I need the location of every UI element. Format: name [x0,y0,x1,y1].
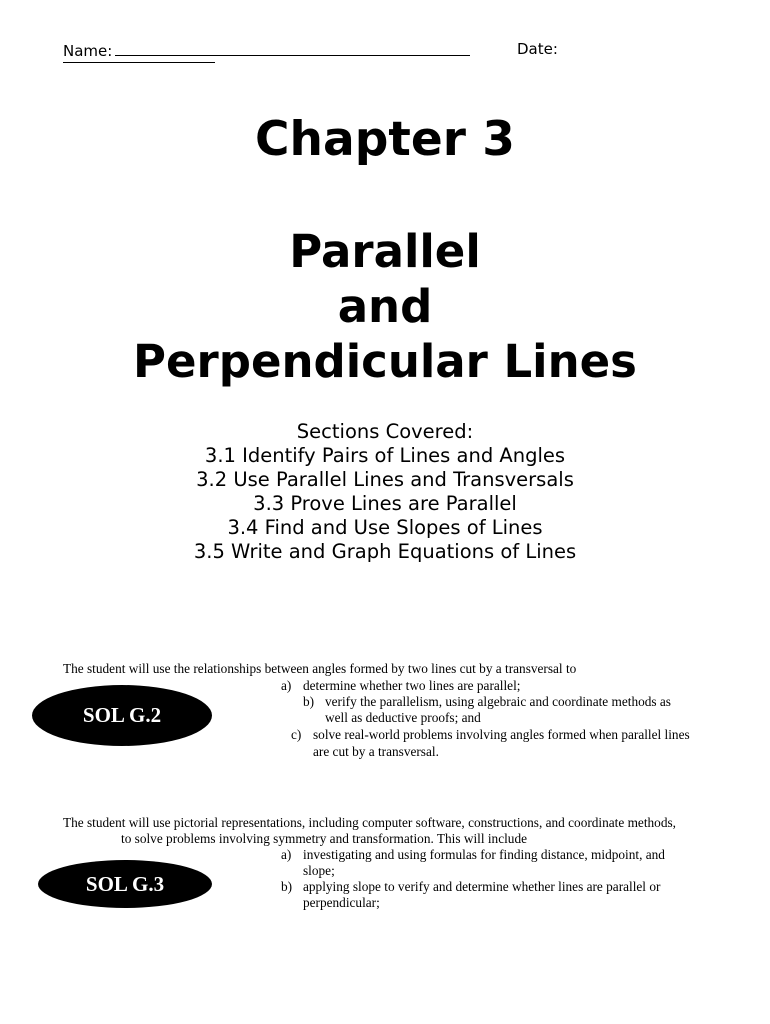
sol-g3-item-a [281,847,665,864]
chapter-title: Chapter 3 [255,112,515,167]
sol-g2-item-b-cont: well as deductive proofs; and [325,710,481,725]
item-text: applying slope to verify and determine whether lines are parallel or [303,879,661,894]
date-label: Date: [517,40,558,58]
item-text: verify the parallelism, using algebraic and coordinate methods as [325,694,671,709]
sol-g3-badge: SOL G.3 [38,860,212,908]
sol-g2-item-b [303,694,671,711]
item-text: determine whether two lines are parallel; [303,678,521,693]
sol-g2-badge: SOL G.2 [32,685,212,746]
sections-heading: Sections Covered: [296,420,474,443]
sol-g3-item-b [281,879,660,896]
item-label: a) [281,847,292,862]
sol-g2-item-c-cont: are cut by a transversal. [313,744,439,759]
section-item: 3.2 Use Parallel Lines and Transversals [196,468,574,491]
item-label: b) [281,879,293,894]
sol-g3-item-a-cont: slope; [303,863,335,878]
item-label: c) [291,727,302,742]
name-blank[interactable] [115,40,470,56]
sol-g3-intro-line-1: The student will use pictorial representations, including computer software, constructions, and coordinate methods, [63,815,676,830]
item-text: investigating and using formulas for finding distance, midpoint, and [303,847,665,862]
main-title-line-3: Perpendicular Lines [133,335,637,388]
section-item: 3.3 Prove Lines are Parallel [253,492,517,515]
sol-g2-item-a [281,678,520,695]
section-item: 3.4 Find and Use Slopes of Lines [227,516,543,539]
section-item: 3.1 Identify Pairs of Lines and Angles [204,444,566,467]
item-text: solve real-world problems involving angles formed when parallel lines [313,727,690,742]
sol-g3-item-b-cont: perpendicular; [303,895,380,910]
sol-g3-intro-line-2: to solve problems involving symmetry and transformation. This will include [121,831,527,846]
main-title [0,224,770,389]
item-label: a) [281,678,292,693]
date-blank[interactable] [63,62,215,63]
sol-g2-intro: The student will use the relationships between angles formed by two lines cut by a transversal to [63,661,577,676]
name-label: Name: [63,42,113,60]
main-title-line-1: Parallel [289,225,481,278]
name-field-row [63,40,470,60]
main-title-line-2: and [337,280,433,333]
item-label: b) [303,694,315,709]
sol-g2-item-c [291,727,690,744]
section-item: 3.5 Write and Graph Equations of Lines [193,540,577,563]
sections-covered [0,420,770,564]
